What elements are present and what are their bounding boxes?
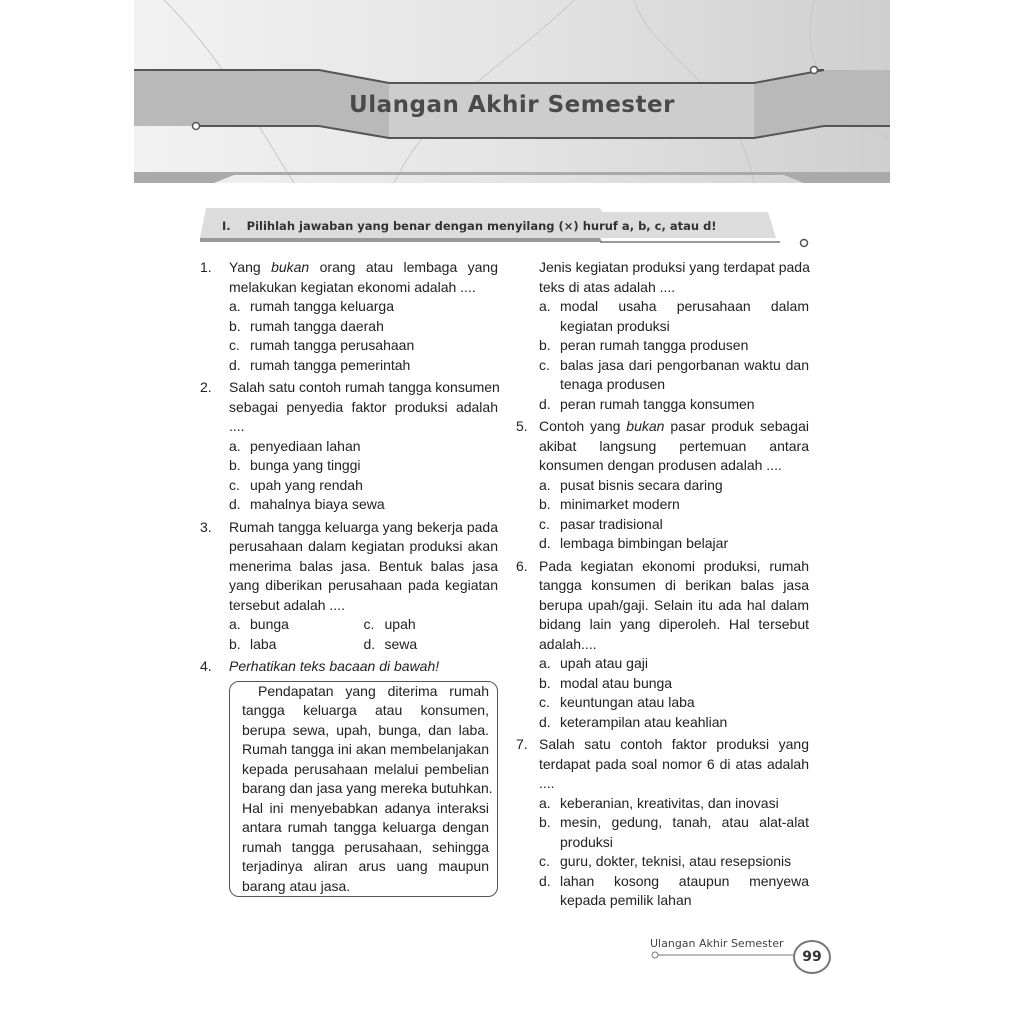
option-text-line: lahan kosong ataupun menyewa <box>560 872 809 889</box>
question-item <box>200 518 498 655</box>
reading-text-line: terjadinya aliran arus uang maupun <box>242 858 489 874</box>
question-text-line: teks di atas adalah .... <box>539 278 676 295</box>
answer-option[interactable] <box>229 297 498 317</box>
question-text-line: tangga konsumen di berikan balas jasa <box>539 577 809 593</box>
question-text-line: perusahaan dalam kegiatan produksi akan <box>229 538 498 554</box>
option-letter: d. <box>539 713 551 730</box>
option-letter: d. <box>539 872 551 889</box>
reading-text-line: barang dan jasa yang mereka butuhkan. <box>242 780 493 796</box>
question-number: 1. <box>200 259 212 275</box>
answer-option[interactable] <box>539 872 809 911</box>
option-letter: a. <box>539 794 551 811</box>
option-letter: b. <box>539 496 551 512</box>
instruction <box>222 219 717 233</box>
option-text-line: tenaga produsen <box>560 376 666 392</box>
option-text-line: lembaga bimbingan belajar <box>560 535 729 551</box>
answer-option[interactable] <box>229 495 498 515</box>
question-text-line: Contoh yang bukan pasar produk sebagai <box>539 418 809 434</box>
option-text-line: produksi <box>560 833 613 850</box>
question-text-line: yang diberikan perusahaan pada kegiatan <box>229 577 498 593</box>
option-row <box>229 615 498 635</box>
answer-option[interactable] <box>229 456 498 476</box>
option-text-line: pusat bisnis secara daring <box>560 476 723 493</box>
reading-text-line: rumah tangga perusahaan, sehingga <box>242 838 489 855</box>
answer-option[interactable] <box>229 336 498 356</box>
option-text-line: kepada pemilik lahan <box>560 892 692 908</box>
option-letter: c. <box>229 476 240 493</box>
question-number: 2. <box>200 379 212 395</box>
option-text: sewa <box>384 635 418 652</box>
right-column <box>516 258 809 914</box>
option-text: upah <box>384 616 416 632</box>
answer-option[interactable] <box>229 476 498 496</box>
question-text-line: tersebut adalah .... <box>229 596 345 613</box>
option-letter: d. <box>363 635 376 652</box>
option-text-line: rumah tangga perusahaan <box>250 337 415 353</box>
answer-option[interactable] <box>539 852 809 872</box>
option-letter: c. <box>539 356 550 373</box>
question-text-line: Yang bukan orang atau lembaga yang <box>229 259 498 275</box>
option-text-line: mahalnya biaya sewa <box>250 496 385 512</box>
option-text-line: keberanian, kreativitas, dan inovasi <box>560 794 779 811</box>
answer-option[interactable] <box>364 635 499 655</box>
question-text-line: Salah satu contoh faktor produksi yang <box>539 736 809 752</box>
option-letter: b. <box>539 814 551 830</box>
question-number: 5. <box>516 418 528 434</box>
answer-option[interactable] <box>229 317 498 337</box>
footer-label: Ulangan Akhir Semester <box>650 937 784 950</box>
option-text-line: peran rumah tangga produsen <box>560 337 749 353</box>
answer-option[interactable] <box>539 336 809 356</box>
answer-option[interactable] <box>229 635 364 655</box>
option-text: bunga <box>250 616 289 632</box>
instruction-text: Pilihlah jawaban yang benar dengan menyilang (×) huruf a, b, c, atau d! <box>246 219 717 233</box>
option-text-line: rumah tangga keluarga <box>250 298 394 314</box>
option-text-line: rumah tangga pemerintah <box>250 356 411 373</box>
question-text-line: akibat langsung pertemuan antara <box>539 437 809 454</box>
option-letter: c. <box>539 853 550 869</box>
answer-option[interactable] <box>539 693 809 713</box>
option-text: laba <box>250 635 277 652</box>
question-item <box>200 378 498 515</box>
left-column <box>200 258 498 900</box>
reading-text-line: berupa sewa, upah, bunga, dan laba. <box>242 721 489 738</box>
footer-line <box>650 950 795 960</box>
option-text-line: keterampilan atau keahlian <box>560 713 728 730</box>
question-text-line: terdapat pada soal nomor 6 di atas adalah <box>539 755 809 772</box>
option-text-line: penyediaan lahan <box>250 437 361 454</box>
option-letter: d. <box>229 496 241 512</box>
option-letter: a. <box>539 655 551 671</box>
question-item <box>200 657 498 897</box>
answer-option[interactable] <box>539 476 809 496</box>
reading-text-box <box>229 681 498 898</box>
option-text-line: minimarket modern <box>560 496 680 512</box>
question-item <box>516 557 809 733</box>
reading-text-line: Rumah tangga ini akan membelanjakan <box>242 741 489 757</box>
option-text-line: mesin, gedung, tanah, atau alat-alat <box>560 814 809 830</box>
reading-text-line: Hal ini menyebabkan adanya interaksi <box>242 799 489 816</box>
option-letter: b. <box>229 635 241 652</box>
reading-text-line: Pendapatan yang diterima rumah <box>258 682 489 699</box>
question-number: 3. <box>200 518 212 535</box>
question-item <box>516 735 809 911</box>
answer-option[interactable] <box>539 674 809 694</box>
answer-option[interactable] <box>539 495 809 515</box>
question-text-line: .... <box>229 418 245 434</box>
answer-option[interactable] <box>539 395 809 415</box>
answer-option[interactable] <box>539 534 809 554</box>
question-text-line: Jenis kegiatan produksi yang terdapat pada <box>539 259 810 275</box>
instruction-dot-icon <box>798 237 812 251</box>
question-text-line: menerima balas jasa. Bentuk balas jasa <box>229 557 498 574</box>
answer-option[interactable] <box>539 654 809 674</box>
option-letter: c. <box>539 694 550 710</box>
answer-option[interactable] <box>539 813 809 852</box>
option-letter: a. <box>539 298 551 314</box>
option-letter: a. <box>229 298 241 314</box>
option-text-line: bunga yang tinggi <box>250 457 361 473</box>
option-letter: a. <box>229 437 241 454</box>
option-letter: b. <box>229 457 241 473</box>
answer-option[interactable] <box>539 515 809 535</box>
question-text-line: melakukan kegiatan ekonomi adalah .... <box>229 278 476 295</box>
question-number: 7. <box>516 736 528 752</box>
reading-text-line: kepada perusahaan melalui pembelian <box>242 760 489 777</box>
option-text-line: upah atau gaji <box>560 655 648 671</box>
page-number: 99 <box>793 940 831 974</box>
option-text-line: pasar tradisional <box>560 515 663 532</box>
option-letter: c. <box>363 616 375 632</box>
answer-option[interactable] <box>229 615 364 635</box>
option-letter: a. <box>229 616 241 632</box>
question-text-line: Salah satu contoh rumah tangga konsumen <box>229 379 500 395</box>
header-banner <box>134 0 890 183</box>
option-letter: d. <box>539 395 551 412</box>
option-text-line: peran rumah tangga konsumen <box>560 395 755 412</box>
option-row <box>229 635 498 655</box>
question-text-line: Rumah tangga keluarga yang bekerja pada <box>229 518 498 535</box>
option-text-line: modal atau bunga <box>560 674 673 691</box>
option-letter: d. <box>539 535 551 551</box>
option-letter: a. <box>539 476 551 493</box>
page-title: Ulangan Akhir Semester <box>349 92 675 118</box>
question-item <box>200 258 498 375</box>
reading-text-line: barang atau jasa. <box>242 877 351 894</box>
question-number: 6. <box>516 557 528 574</box>
answer-option[interactable] <box>539 297 809 336</box>
option-text-line: upah yang rendah <box>250 476 363 493</box>
reading-text-line: tangga keluarga atau konsumen, <box>242 702 489 718</box>
answer-option[interactable] <box>539 356 809 395</box>
reading-text-line: antara rumah tangga keluarga dengan <box>242 819 489 835</box>
option-text-line: modal usaha perusahaan dalam <box>560 298 809 314</box>
answer-option[interactable] <box>539 794 809 814</box>
question-text-line: berupa upah/gaji. Selain itu ada hal dalam <box>539 596 809 613</box>
answer-option[interactable] <box>229 437 498 457</box>
option-text-line: keuntungan atau laba <box>560 694 695 710</box>
answer-option[interactable] <box>539 713 809 733</box>
option-letter: c. <box>229 337 240 353</box>
option-letter: b. <box>539 337 551 353</box>
question-text-line: sebagai penyedia faktor produksi adalah <box>229 398 498 415</box>
option-text-line: balas jasa dari pengorbanan waktu dan <box>560 356 809 373</box>
question-item <box>516 258 809 414</box>
question-text-line: konsumen dengan produsen adalah .... <box>539 457 782 473</box>
question-text-line: Pada kegiatan ekonomi produksi, rumah <box>539 557 809 574</box>
option-text-line: kegiatan produksi <box>560 317 670 334</box>
section-number: I. <box>222 219 231 233</box>
question-text-line: adalah.... <box>539 635 597 652</box>
question-text-line: Perhatikan teks bacaan di bawah! <box>229 658 440 674</box>
question-text-line: .... <box>539 775 555 791</box>
option-letter: d. <box>229 356 241 373</box>
question-item <box>516 417 809 554</box>
option-text-line: guru, dokter, teknisi, atau resepsionis <box>560 853 792 869</box>
answer-option[interactable] <box>364 615 499 635</box>
question-number: 4. <box>200 658 212 674</box>
question-text-line: bidang lain yang diperoleh. Hal tersebut <box>539 616 809 632</box>
option-letter: b. <box>229 317 241 334</box>
answer-option[interactable] <box>229 356 498 376</box>
option-letter: c. <box>539 515 550 532</box>
option-letter: b. <box>539 674 551 691</box>
option-text-line: rumah tangga daerah <box>250 317 384 334</box>
